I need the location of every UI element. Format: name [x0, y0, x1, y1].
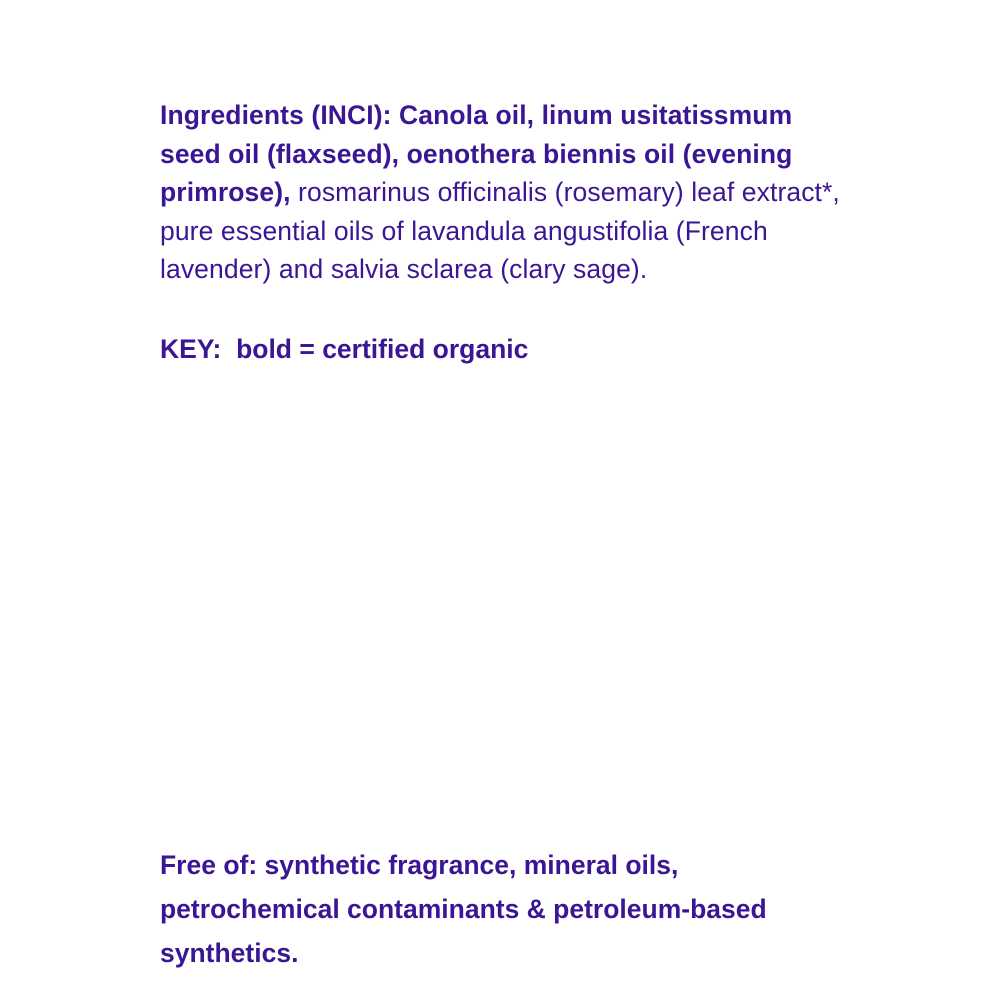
key-note: KEY: bold = certified organic: [160, 334, 529, 364]
ingredients-text: [160, 96, 850, 289]
ingredients-organic-segment: Ingredients (INCI): Canola oil, linum usitatissmum seed oil (flaxseed), oenothera biennis oil (evening primrose),: [160, 100, 793, 207]
free-of-statement: Free of: synthetic fragrance, mineral oils, petrochemical contaminants & petroleum-based synthetics.: [160, 850, 767, 968]
ingredients-regular-segment: rosmarinus officinalis (rosemary) leaf extract*, pure essential oils of lavandula angustifolia (French lavender) and salvia sclarea (clary sage).: [160, 177, 840, 284]
